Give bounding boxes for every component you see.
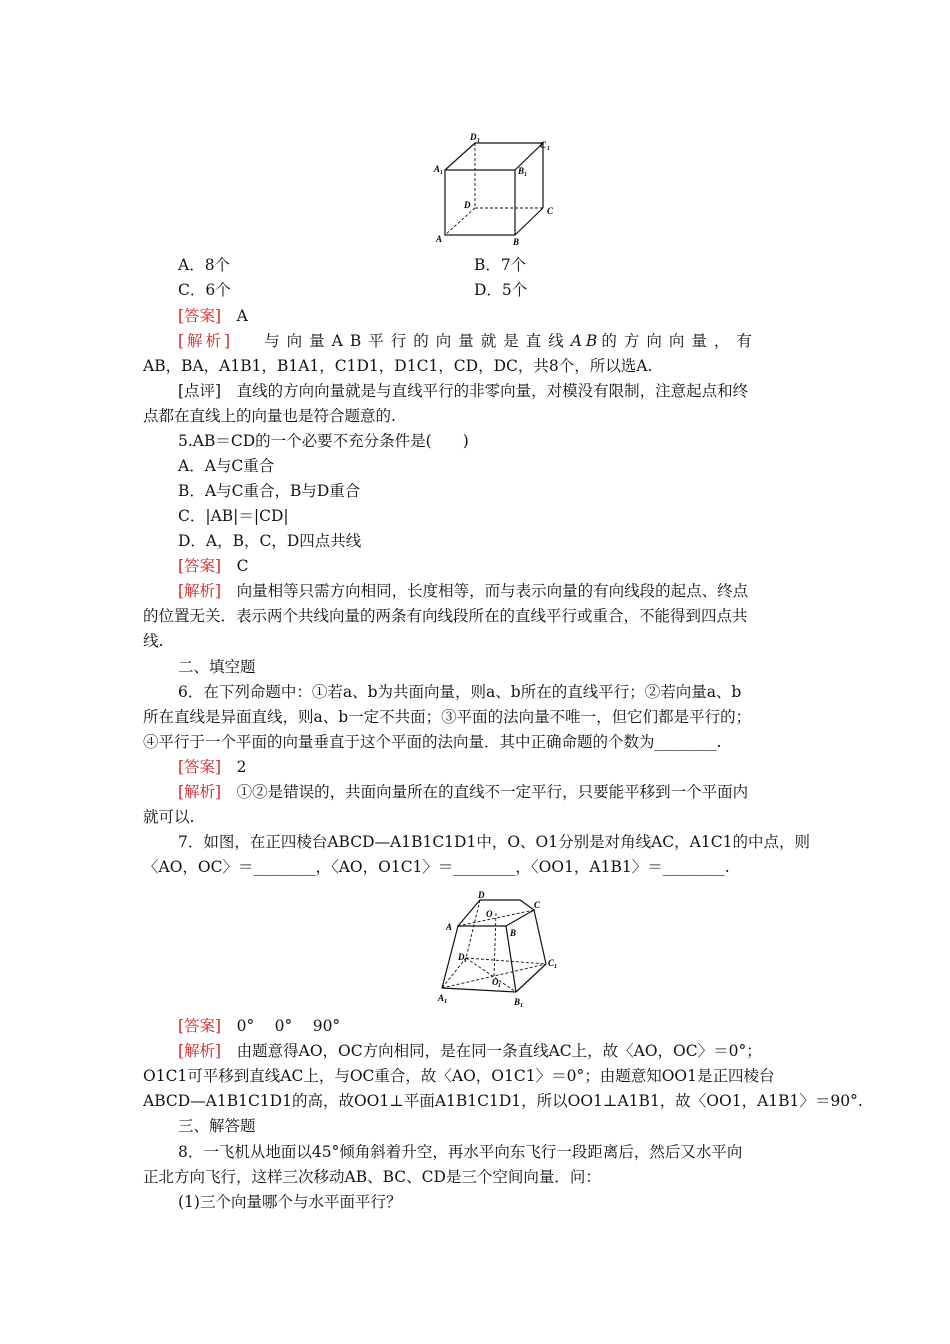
frustum-figure — [430, 888, 570, 1008]
cube-label-d1: D — [470, 132, 477, 142]
q4-comment-line1: [点评] 直线的方向向量就是与直线平行的非零向量，对模没有限制，注意起点和终 — [178, 382, 749, 400]
section-answer-questions: 三、解答题 — [178, 1117, 256, 1135]
svg-text:1: 1 — [440, 170, 443, 176]
q8-sub1: (1)三个向量哪个与水平面平行？ — [178, 1193, 402, 1211]
svg-text:1: 1 — [498, 983, 501, 989]
frustum-label-d1: D — [458, 952, 465, 962]
q5-option-a: A．A与C重合 — [178, 457, 275, 475]
cube-label-b1: B — [518, 166, 525, 176]
q6-line1: 6．在下列命题中：①若a、b为共面向量，则a、b所在的直线平行；②若向量a、b — [178, 683, 742, 701]
q4-answer: [答案] A — [178, 307, 248, 325]
q4-option-b: B．7个 — [474, 256, 527, 274]
cube-label-a1: A — [434, 164, 441, 174]
frustum-label-c: C — [534, 900, 541, 910]
q4-option-c: C．6个 — [178, 281, 231, 299]
q7-line2: 〈AO，OC〉＝________，〈AO，O1C1〉＝________，〈OO1，A1B1〉＝________. — [143, 858, 730, 876]
frustum-label-o1: O — [492, 977, 499, 987]
q7-answer: [答案] 0° 0° 90° — [178, 1017, 341, 1035]
frustum-label-b: B — [510, 928, 517, 938]
cube-figure — [430, 128, 560, 248]
cube-label-c1: C — [540, 140, 547, 150]
svg-text:1: 1 — [520, 1003, 523, 1008]
frustum-label-a1: A — [438, 993, 445, 1003]
q5-analysis-line1: [解析] 向量相等只需方向相同，长度相等，而与表示向量的有向线段的起点、终点 — [178, 582, 749, 600]
q6-analysis-line2: 就可以. — [143, 808, 195, 826]
q5-analysis-line3: 线. — [143, 632, 164, 650]
q5-stem: 5.AB＝CD的一个必要不充分条件是( ) — [178, 432, 469, 450]
svg-text:1: 1 — [477, 138, 480, 144]
q6-answer: [答案] 2 — [178, 758, 247, 776]
q7-line1: 7．如图，在正四棱台ABCD—A1B1C1D1中，O、O1分别是对角线AC，A1C1的中点，则 — [178, 833, 810, 851]
q7-analysis-line3: ABCD—A1B1C1D1的高，故OO1⊥平面A1B1C1D1，所以OO1⊥A1B1，故〈OO1，A1B1〉＝90°. — [143, 1092, 863, 1110]
q4-comment-line2: 点都在直线上的向量也是符合题意的. — [143, 407, 396, 425]
cube-top-back — [445, 143, 543, 170]
q4-option-a: A．8个 — [178, 256, 231, 274]
q7-analysis-line1: [解析] 由题意得AO，OC方向相同，是在同一条直线AC上，故〈AO，OC〉＝0°； — [178, 1042, 762, 1060]
q6-line3: ④平行于一个平面的向量垂直于这个平面的法向量．其中正确命题的个数为________. — [143, 733, 722, 751]
q5-option-c: C．|AB|＝|CD| — [178, 507, 289, 525]
q4-option-d: D．5个 — [474, 281, 528, 299]
frustum-label-o: O — [486, 909, 493, 919]
frustum-label-b1: B — [514, 997, 521, 1007]
cube-label-a: A — [436, 234, 443, 244]
svg-text:1: 1 — [464, 958, 467, 964]
q6-analysis-line1: [解析] ①②是错误的，共面向量所在的直线不一定平行，只要能平移到一个平面内 — [178, 783, 749, 801]
svg-text:1: 1 — [547, 146, 550, 152]
q6-line2: 所在直线是异面直线，则a、b一定不共面；③平面的法向量不唯一，但它们都是平行的； — [143, 708, 752, 726]
q5-answer: [答案] C — [178, 557, 249, 575]
cube-label-d: D — [464, 200, 471, 210]
q4-analysis-line2: AB，BA，A1B1，B1A1，C1D1，D1C1，CD，DC，共8个，所以选A. — [143, 357, 653, 375]
q7-analysis-line2: O1C1可平移到直线AC上，与OC重合，故〈AO，O1C1〉＝0°；由题意知OO1是正四棱台 — [143, 1067, 775, 1085]
q5-option-d: D．A，B，C，D四点共线 — [178, 532, 362, 550]
frustum-label-c1: C — [548, 958, 555, 968]
q5-analysis-line2: 的位置无关．表示两个共线向量的两条有向线段所在的直线平行或重合，不能得到四点共 — [143, 607, 748, 625]
q8-line2: 正北方向飞行，这样三次移动AB、BC、CD是三个空间向量．问： — [143, 1168, 601, 1186]
frustum-label-a: A — [446, 922, 453, 932]
q5-option-b: B．A与C重合，B与D重合 — [178, 482, 361, 500]
svg-text:1: 1 — [444, 999, 447, 1005]
svg-text:1: 1 — [554, 964, 557, 970]
q4-analysis-line1: [解析] 与向量AB平行的向量就是直线AB的方向向量，有 — [178, 332, 759, 350]
cube-label-c: C — [547, 206, 554, 216]
q8-line1: 8．一飞机从地面以45°倾角斜着升空，再水平向东飞行一段距离后，然后又水平向 — [178, 1143, 743, 1161]
frustum-label-d: D — [478, 890, 485, 900]
svg-text:1: 1 — [524, 172, 527, 178]
cube-label-b: B — [513, 237, 520, 247]
section-fill-in: 二、填空题 — [178, 658, 256, 676]
